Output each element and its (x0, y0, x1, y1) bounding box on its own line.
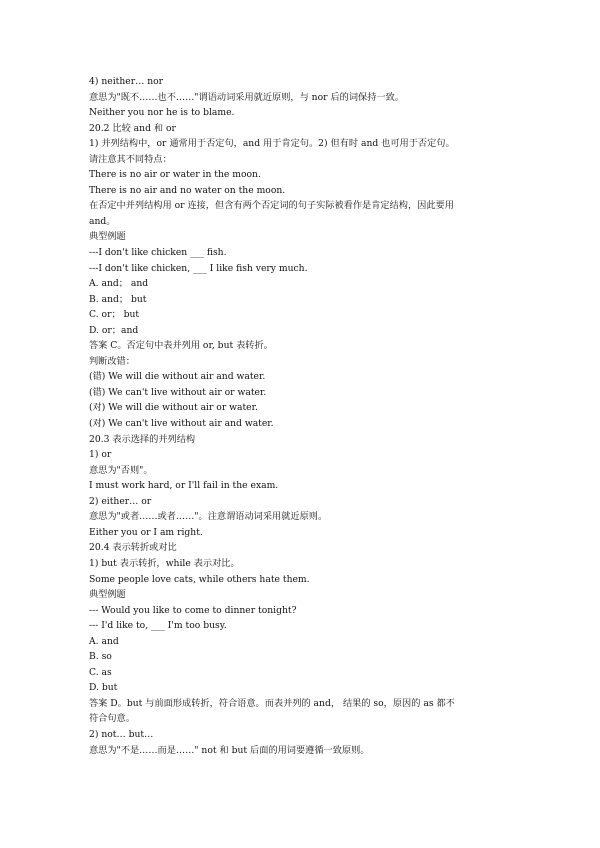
option-line: C. as (89, 666, 112, 678)
text-line: 符合句意。 (89, 713, 135, 725)
option-line: C. or； but (89, 309, 140, 321)
text-line: Either you or I am right. (89, 526, 203, 538)
answer-line: 答案 D。but 与前面形成转折，符合语意。而表并列的 and， 结果的 so，原因的 as 都不 (89, 697, 455, 709)
text-line: Neither you nor he is to blame. (89, 107, 235, 119)
text-line: ---I don't like chicken ___ fish. (89, 247, 227, 259)
option-line: D. but (89, 682, 118, 694)
option-line: B. and； but (89, 293, 147, 305)
text-line: 1) or (89, 449, 112, 461)
option-line: D. or；and (89, 324, 139, 336)
text-line: --- I'd like to, ___ I'm too busy. (89, 620, 227, 632)
text-line: I must work hard, or I'll fail in the exam. (89, 480, 279, 492)
example-heading: 典型例题 (89, 589, 126, 601)
answer-line: 答案 C。否定句中表并列用 or, but 表转折。 (89, 340, 273, 352)
text-line: 1) 并列结构中，or 通常用于否定句，and 用于肯定句。2) 但有时 and 也可用于否定句。 (89, 138, 455, 150)
option-line: A. and； and (89, 278, 149, 290)
text-line: There is no air or water in the moon. (89, 169, 261, 181)
text-line: (对) We will die without air or water. (89, 402, 258, 414)
example-heading: 典型例题 (89, 231, 126, 243)
section-heading: 20.2 比较 and 和 or (89, 122, 176, 134)
text-line: (错) We can't live without air or water. (89, 386, 267, 398)
section-heading: 20.3 表示选择的并列结构 (89, 433, 196, 445)
text-line: 判断改错： (89, 355, 135, 367)
text-line: (错) We will die without air and water. (89, 371, 266, 383)
text-line: Some people love cats, while others hate them. (89, 573, 310, 585)
text-line: 意思为"不是……而是……" not 和 but 后面的用词要遵循一致原则。 (89, 744, 370, 756)
text-line: and。 (89, 215, 116, 227)
text-line: 2) not… but… (89, 728, 154, 740)
text-line: 1) but 表示转折，while 表示对比。 (89, 557, 240, 569)
text-line: (对) We can't live without air and water. (89, 418, 274, 430)
text-line: --- Would you like to come to dinner tonight? (89, 604, 297, 616)
option-line: A. and (89, 635, 119, 647)
text-line: 意思为"否则"。 (89, 464, 153, 476)
text-line: There is no air and no water on the moon. (89, 184, 286, 196)
section-heading: 20.4 表示转折或对比 (89, 542, 177, 554)
text-line: 意思为"既不……也不……"谓语动词采用就近原则，与 nor 后的词保持一致。 (89, 91, 404, 103)
text-line: 意思为"或者……或者……"。注意谓语动词采用就近原则。 (89, 511, 328, 523)
text-line: 在否定中并列结构用 or 连接，但含有两个否定词的句子实际被看作是肯定结构，因此要用 (89, 200, 454, 212)
text-line: 4) neither… nor (89, 76, 164, 87)
document-body (89, 74, 521, 758)
option-line: B. so (89, 651, 112, 663)
text-line: ---I don't like chicken, ___ I like fish very much. (89, 262, 308, 274)
text-line: 请注意其不同特点： (89, 153, 172, 165)
text-line: 2) either… or (89, 495, 152, 507)
